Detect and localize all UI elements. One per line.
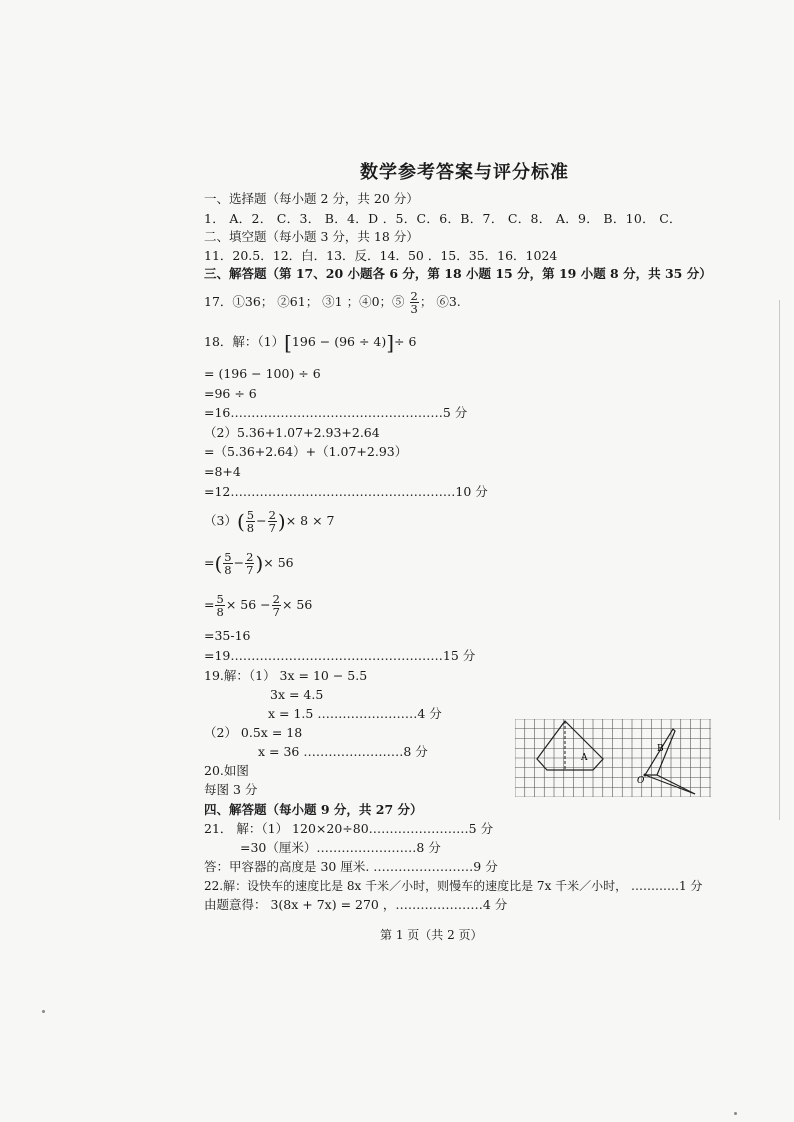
q18-line-3: =96 ÷ 6 [204, 386, 257, 401]
frac-b-denominator: 7 [268, 521, 276, 535]
q18-part-3-line-5: =19……………………………………………15 分 [204, 648, 476, 663]
frac-b-numerator: 2 [272, 592, 280, 606]
fraction-a [215, 593, 224, 618]
q18-line-4: =16……………………………………………5 分 [204, 405, 468, 420]
q18-part-3-label: （3） [204, 513, 237, 528]
q18-part-2-line-4: =12………………………………………………10 分 [204, 484, 488, 499]
fraction-b [245, 551, 254, 576]
frac-a-numerator: 5 [224, 550, 232, 564]
q21-line-2: =30（厘米）……………………8 分 [240, 840, 441, 855]
section-4-heading: 四、解答题（每小题 9 分，共 27 分） [204, 802, 423, 817]
frac-b-numerator: 2 [246, 550, 254, 564]
section-2-answers: 11．20.5．12．白．13．反．14．50 ．15．35．16．1024 [204, 248, 558, 263]
shape-b-rotated-edge [645, 775, 695, 794]
q18-part-3-line-2 [204, 546, 294, 580]
frac-b-numerator: 2 [268, 508, 276, 522]
frac-a-denominator: 8 [246, 521, 255, 535]
frac-a-denominator: 8 [224, 563, 232, 577]
shape-b-rotated-edge-2 [657, 775, 695, 794]
q19-line-2: 3x = 4.5 [270, 687, 324, 702]
page-title: 数学参考答案与评分标准 [360, 162, 569, 183]
q18-part-3-tail: × 8 × 7 [285, 513, 335, 528]
q18-part-3-line-3-mid: × 56 − [225, 597, 271, 612]
q18-part-2: （2）5.36+1.07+2.93+2.64 [204, 425, 380, 440]
fraction-a [223, 551, 232, 576]
q18-part-3-line-1 [204, 504, 335, 538]
equals-sign: = [204, 555, 215, 570]
paren-close: ) [277, 509, 286, 534]
q18-part-3-line-2-tail: × 56 [263, 555, 294, 570]
fraction-b [268, 509, 277, 534]
frac-a-numerator: 5 [216, 592, 224, 606]
q18-part-3-line-3 [204, 588, 312, 622]
q21-line-1: 21． 解：（1） 120×20÷80……………………5 分 [204, 821, 494, 836]
q18-intro: 18．解：（1） [204, 334, 285, 349]
q17-prefix: 17． [204, 294, 233, 309]
fraction-b [272, 593, 281, 618]
point-o-label: O [637, 776, 645, 786]
q18-part-3-line-4: =35-16 [204, 628, 251, 643]
grid-lines [515, 719, 711, 797]
scan-speck [42, 1010, 45, 1013]
frac-a-numerator: 5 [246, 508, 255, 522]
bracket-close: ] [386, 330, 395, 355]
q20-grid-figure [515, 719, 711, 797]
page-footer: 第 1 页（共 2 页） [380, 928, 483, 942]
q17-suffix: ； ⑥3. [419, 294, 461, 309]
question-18-line-1 [204, 332, 416, 353]
question-17-answer [204, 288, 461, 316]
q21-line-3: 答：甲容器的高度是 30 厘米. ……………………9 分 [204, 859, 498, 874]
q18-part-2-line-2: =（5.36+2.64）+（1.07+2.93） [204, 444, 408, 459]
scan-speck [734, 1112, 737, 1115]
paren-open: ( [236, 509, 245, 534]
q17-parts: ①36； ②61； ③1 ；④0；⑤ [232, 294, 409, 309]
minus-sign: − [256, 513, 267, 528]
section-1-heading: 一、选择题（每小题 2 分，共 20 分） [204, 191, 419, 206]
section-2-heading: 二、填空题（每小题 3 分，共 18 分） [204, 229, 419, 244]
q18-part-3-line-3-tail: × 56 [281, 597, 313, 612]
shape-b-label: B [657, 744, 664, 754]
section-1-answers: 1． A．2． C．3． B．4．D ．5．C．6．B．7． C．8． A．9． B．10． C． [204, 211, 682, 226]
grid-svg [515, 719, 711, 797]
q17-fraction [410, 290, 419, 315]
q19-line-4: （2） 0.5x = 18 [204, 725, 303, 740]
q18-part-2-line-3: =8+4 [204, 464, 241, 479]
q19-line-3: x = 1.5 ……………………4 分 [268, 706, 442, 721]
q22-line-2: 由题意得： 3(8x + 7x) = 270 ，…………………4 分 [204, 897, 508, 912]
shape-a-label: A [581, 753, 588, 763]
section-3-heading: 三、解答题（第 17、20 小题各 6 分，第 18 小题 15 分，第 19 小题 8 分，共 35 分） [204, 266, 712, 281]
minus-sign: − [233, 555, 245, 570]
q17-frac-denominator: 3 [410, 302, 418, 316]
equals-sign: = [204, 597, 215, 612]
q22-line-1: 22.解：设快车的速度比是 8x 千米／小时，则慢车的速度比是 7x 千米／小时， …………1 分 [204, 879, 703, 893]
q18-line-2: = (196 − 100) ÷ 6 [204, 366, 321, 381]
q19-line-1: 19.解：（1） 3x = 10 − 5.5 [204, 668, 368, 683]
frac-b-denominator: 7 [246, 563, 254, 577]
paren-open: ( [214, 551, 223, 576]
frac-b-denominator: 7 [272, 605, 280, 619]
q18-expr-1-tail: ÷ 6 [394, 334, 417, 349]
q20-line-2: 每图 3 分 [204, 782, 258, 797]
bracket-open: [ [284, 330, 292, 355]
q18-expr-1: 196 − (96 ÷ 4) [291, 334, 387, 349]
q19-line-5: x = 36 ……………………8 分 [258, 744, 428, 759]
fraction-a [246, 509, 255, 534]
scan-edge-line [779, 300, 780, 820]
q17-frac-numerator: 2 [410, 289, 418, 303]
q20-line-1: 20.如图 [204, 763, 249, 778]
frac-a-denominator: 8 [216, 605, 224, 619]
paren-close: ) [255, 551, 264, 576]
